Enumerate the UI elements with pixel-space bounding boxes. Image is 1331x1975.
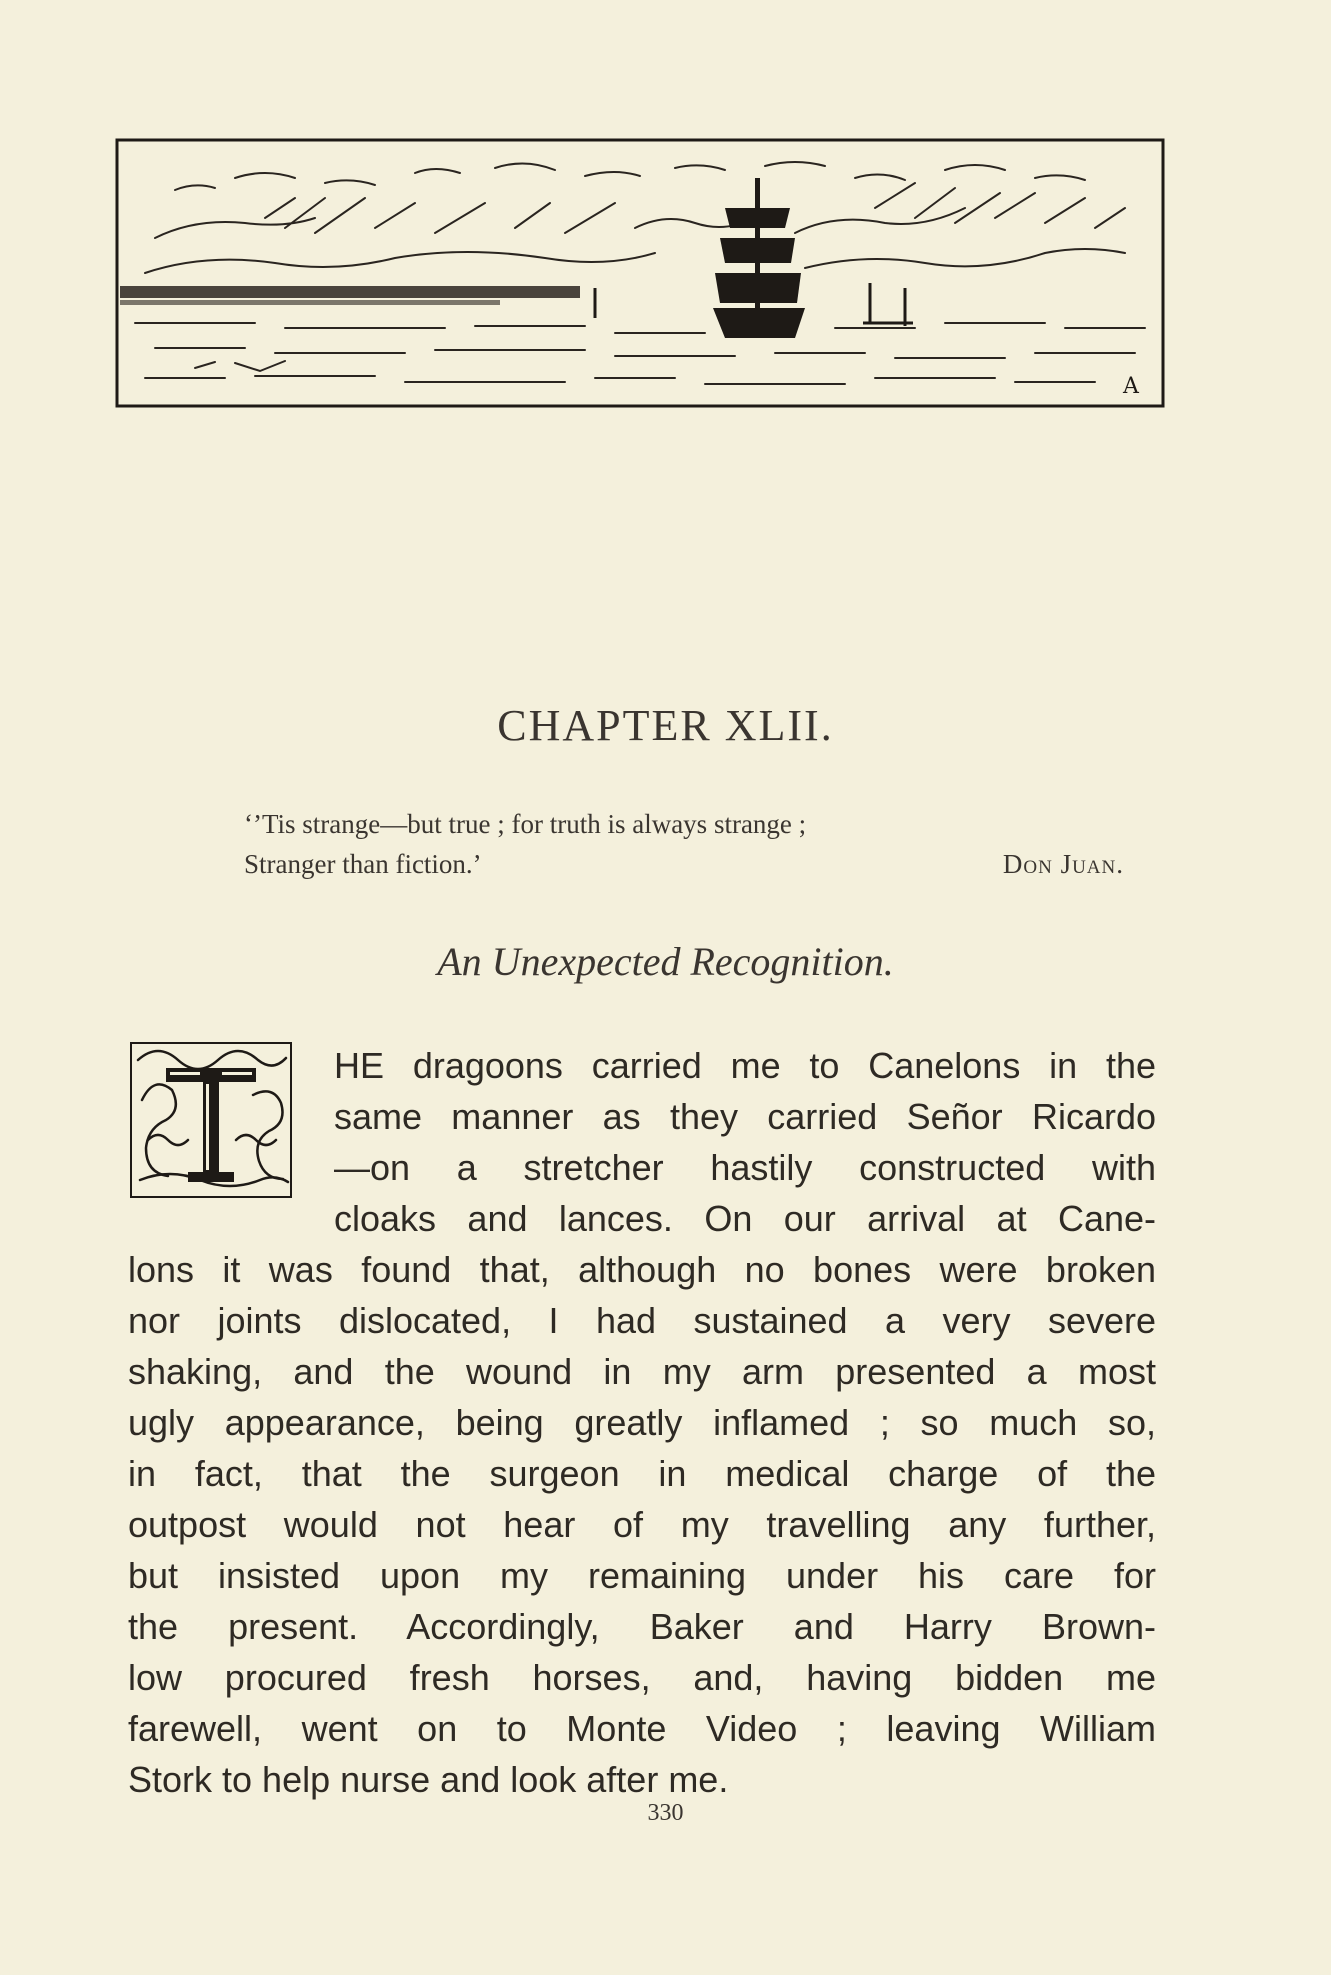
body-line-4: cloaks and lances. On our arrival at Cane- [334,1198,1156,1239]
body-line-2: same manner as they carried Señor Ricardo [334,1096,1156,1137]
seascape-headpiece-illustration [115,138,1165,408]
epigraph-line-2: Stranger than fiction.’ [244,849,482,879]
body-line-10: outpost would not hear of my travelling any further, [128,1504,1156,1545]
chapter-body-text [128,1040,1156,1805]
body-line-6: nor joints dislocated, I had sustained a very severe [128,1300,1156,1341]
page-number: 330 [647,1800,684,1826]
chapter-subtitle: An Unexpected Recognition. [437,939,894,984]
body-line-11: but insisted upon my remaining under his care for [128,1555,1156,1596]
epigraph-attribution: Don Juan. [1002,849,1124,879]
body-line-12: the present. Accordingly, Baker and Harry Brown- [128,1606,1156,1647]
body-line-5: lons it was found that, although no bones were broken [128,1249,1156,1290]
body-line-13: low procured fresh horses, and, having bidden me [128,1657,1156,1698]
body-line-9: in fact, that the surgeon in medical charge of the [128,1453,1156,1494]
body-line-7: shaking, and the wound in my arm presented a most [128,1351,1156,1392]
seascape-engraving [115,138,1165,408]
epigraph [244,804,1124,884]
epigraph-line-2-wrapper [244,844,1124,884]
body-line-14: farewell, went on to Monte Video ; leaving William [128,1708,1156,1749]
body-line-3: —on a stretcher hastily constructed with [334,1147,1156,1188]
chapter-title: CHAPTER XLII. [497,701,834,750]
artist-monogram-mark: A [1123,374,1139,399]
epigraph-line-1: ‘’Tis strange—but true ; for truth is always strange ; [244,809,807,839]
body-line-1: HE dragoons carried me to Canelons in the [334,1045,1156,1086]
body-line-15: Stork to help nurse and look after me. [128,1759,729,1800]
body-line-8: ugly appearance, being greatly inflamed ; so much so, [128,1402,1156,1443]
